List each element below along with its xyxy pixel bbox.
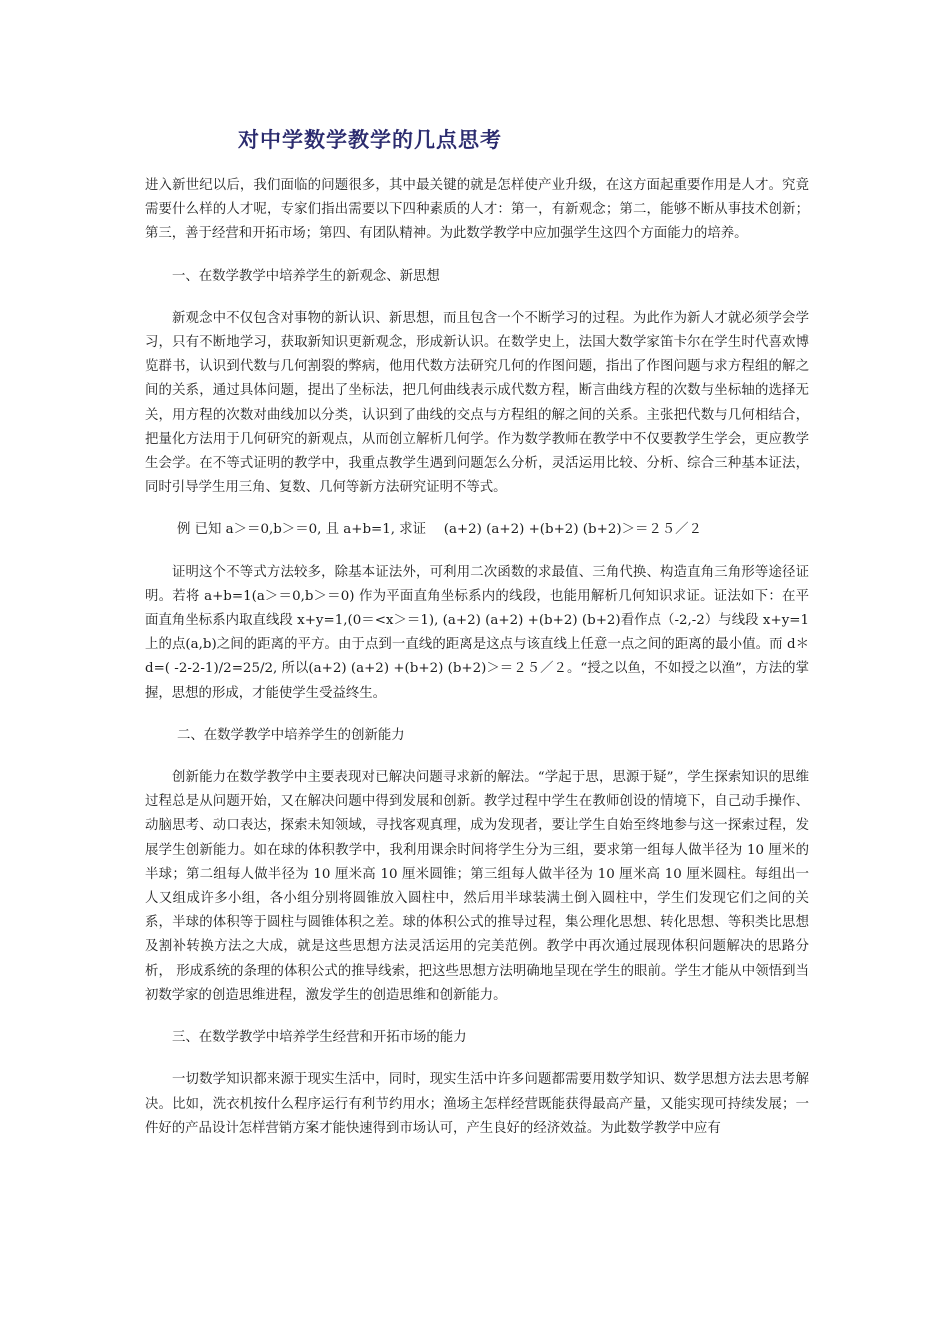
proof-paragraph: 证明这个不等式方法较多，除基本证法外，可利用二次函数的求最值、三角代换、构造直角三角形等途径证明。若将 a+b=1(a＞＝0,b＞＝0) 作为平面直角坐标系内的线段，也能用解析几何知识求证。证法如下：在平面直角坐标系内取直线段 x+y=1,(0＝<x＞＝1), (a+2) (a+2) +(b+2) (b+2)看作点（-2,-2）与线段 x+y=1 上的点(a,b)之间的距离的平方。由于点到一直线的距离是这点与该直线上任意一点之间的距离的最小值。而 d＊d=( -2-2-1)/2=25/2, 所以(a+2) (a+2) +(b+2) (b+2)＞＝２５／２。“授之以鱼，不如授之以渔”，方法的掌握，思想的形成，才能使学生受益终生。: [145, 564, 809, 701]
document-body: [145, 174, 809, 1141]
section-2-paragraph: 创新能力在数学教学中主要表现对已解决问题寻求新的解法。“学起于思，思源于疑”，学生探索知识的思维过程总是从问题开始，又在解决问题中得到发展和创新。教学过程中学生在教师创设的情境下，自己动手操作、动脑思考、动口表达，探索未知领域，寻找客观真理，成为发现者，要让学生自始至终地参与这一探索过程，发展学生创新能力。如在球的体积教学中，我利用课余时间将学生分为三组，要求第一组每人做半径为 10 厘米的半球；第二组每人做半径为 10 厘米高 10 厘米圆锥；第三组每人做半径为 10 厘米高 10 厘米圆柱。每组出一人又组成许多小组，各小组分别将圆锥放入圆柱中，然后用半球装满土倒入圆柱中，学生们发现它们之间的关系，半球的体积等于圆柱与圆锥体积之差。球的体积公式的推导过程，集公理化思想、转化思想、等积类比思想及割补转换方法之大成，就是这些思想方法灵活运用的完美范例。教学中再次通过展现体积问题解决的思路分析， 形成系统的条理的体积公式的推导线索，把这些思想方法明确地呈现在学生的眼前。学生才能从中领悟到当初数学家的创造思维进程，激发学生的创造思维和创新能力。: [145, 770, 809, 1003]
section-heading-2: 二、在数学教学中培养学生的创新能力: [177, 727, 405, 743]
section-1-paragraph: 新观念中不仅包含对事物的新认识、新思想，而且包含一个不断学习的过程。为此作为新人才就必须学会学习，只有不断地学习，获取新知识更新观念，形成新认识。在数学史上，法国大数学家笛卡尔在学生时代喜欢博览群书，认识到代数与几何割裂的弊病，他用代数方法研究几何的作图问题，指出了作图问题与求方程组的解之间的关系，通过具体问题，提出了坐标法，把几何曲线表示成代数方程，断言曲线方程的次数与坐标轴的选择无关，用方程的次数对曲线加以分类，认识到了曲线的交点与方程组的解之间的关系。主张把代数与几何相结合，把量化方法用于几何研究的新观点，从而创立解析几何学。作为数学教师在教学中不仅要教学生学会，更应教学生会学。在不等式证明的教学中，我重点教学生遇到问题怎么分析，灵活运用比较、分析、综合三种基本证法，同时引导学生用三角、复数、几何等新方法研究证明不等式。: [145, 310, 809, 496]
intro-paragraph: 进入新世纪以后，我们面临的问题很多，其中最关键的就是怎样使产业升级，在这方面起重要作用是人才。究竟需要什么样的人才呢，专家们指出需要以下四种素质的人才：第一，有新观念；第二，能够不断从事技术创新；第三，善于经营和开拓市场；第四、有团队精神。为此数学教学中应加强学生这四个方面能力的培养。: [145, 178, 809, 242]
section-3-paragraph: 一切数学知识都来源于现实生活中，同时，现实生活中许多问题都需要用数学知识、数学思想方法去思考解决。比如，洗衣机按什么程序运行有利节约用水；渔场主怎样经营既能获得最高产量，又能实现可持续发展；一件好的产品设计怎样营销方案才能快速得到市场认可，产生良好的经济效益。为此数学教学中应有: [145, 1072, 809, 1136]
example-statement: 例 已知 a＞＝0,b＞＝0, 且 a+b=1, 求证 (a+2) (a+2) +(b+2) (b+2)＞＝２５／２: [177, 522, 702, 538]
section-heading-3: 三、在数学教学中培养学生经营和开拓市场的能力: [172, 1030, 467, 1046]
document-title: 对中学数学教学的几点思考: [238, 127, 502, 152]
section-heading-1: 一、在数学教学中培养学生的新观念、新思想: [172, 268, 440, 284]
